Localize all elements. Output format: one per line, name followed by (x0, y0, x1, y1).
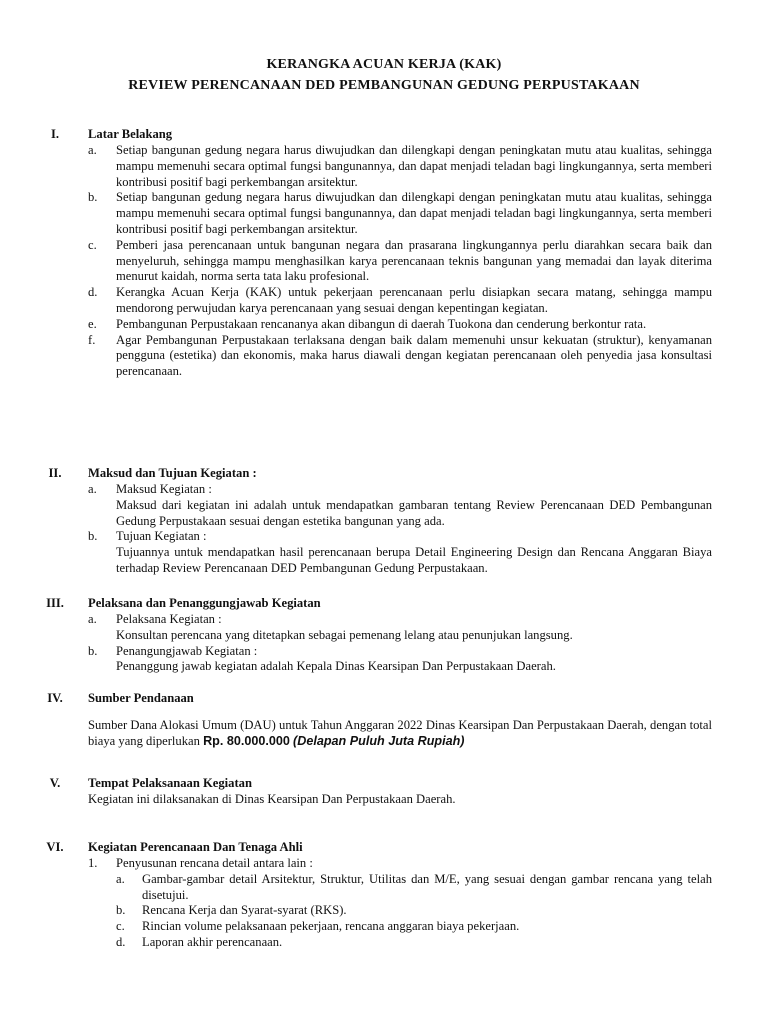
section-number: III. (46, 596, 64, 610)
list-label: e. (88, 316, 97, 331)
list-text: Rincian volume pelaksanaan pekerjaan, rencana anggaran biaya pekerjaan. (142, 919, 520, 934)
sub-list-item (32, 903, 712, 919)
list-label: b. (88, 529, 98, 544)
list-heading: Penangungjawab Kegiatan : (116, 643, 258, 658)
section-kegiatan-perencanaan (32, 840, 712, 951)
list-heading: Maksud Kegiatan : (116, 482, 212, 496)
list-item-body (32, 659, 712, 675)
section-pelaksana (32, 596, 712, 675)
section-number: II. (48, 466, 62, 480)
section-number: V. (49, 776, 61, 790)
document-title: KERANGKA ACUAN KERJA (KAK) (266, 57, 502, 72)
funding-text: Sumber Dana Alokasi Umum (DAU) untuk Tahun Anggaran 2022 Dinas Kearsipan Dan Perpustakaan Daerah, dengan total biaya yang diperlukan (88, 718, 712, 748)
list-item (32, 856, 712, 872)
section-sumber-pendanaan (32, 691, 712, 750)
list-label: a. (88, 143, 97, 157)
list-item-body (32, 628, 712, 644)
section-title: Pelaksana dan Penanggungjawab Kegiatan (88, 596, 321, 610)
list-item-body (32, 498, 712, 530)
list-label: f. (88, 332, 96, 347)
list-text: Maksud dari kegiatan ini adalah untuk mendapatkan gambaran tentang Review Perencanaan DED Pembangunan Gedung Perpustakaan sesuai dengan estetika bangunan yang ada. (116, 497, 712, 528)
list-label: d. (116, 934, 126, 949)
list-item (32, 529, 712, 545)
section-latar-belakang (32, 127, 712, 380)
list-item (32, 190, 712, 237)
list-text: Penyusunan rencana detail antara lain : (116, 856, 313, 870)
list-item (32, 644, 712, 660)
list-text: Gambar-gambar detail Arsitektur, Struktur, Utilitas dan M/E, yang sesuai dengan gambar rencana yang telah disetujui. (142, 871, 712, 902)
list-label: 1. (88, 856, 98, 870)
sub-list-item (32, 872, 712, 904)
section-number: I. (50, 127, 60, 141)
list-text: Pembangunan Perpustakaan rencananya akan dibangun di daerah Tuokona dan cenderung berkontur rata. (116, 316, 647, 331)
list-item-body (32, 545, 712, 577)
list-label: b. (88, 643, 98, 658)
section-title: Tempat Pelaksanaan Kegiatan (88, 776, 252, 790)
funding-amount: Rp. 80.000.000 (203, 733, 290, 748)
list-text: Kerangka Acuan Kerja (KAK) untuk pekerjaan perencanaan perlu disiapkan secara matang, sehingga mampu mendorong perwujudan karya perencanaan yang sesuai dengan kepentingan kegiatan. (116, 285, 712, 315)
section-tempat (32, 776, 712, 808)
list-label: a. (88, 482, 97, 496)
document-subtitle: REVIEW PERENCANAAN DED PEMBANGUNAN GEDUNG PERPUSTAKAAN (128, 78, 640, 93)
list-label: c. (88, 237, 97, 252)
section-maksud-tujuan (32, 466, 712, 577)
sub-list-item (32, 919, 712, 935)
list-item (32, 333, 712, 380)
list-item (32, 143, 712, 190)
list-label: b. (116, 903, 126, 918)
section-number: VI. (46, 840, 64, 854)
list-text: Setiap bangunan gedung negara harus diwujudkan dan dilengkapi dengan peningkatan mutu atau kualitas, sehingga mampu memenuhi secara optimal fungsi bangunannya, dan dapat menjadi teladan bagi lingkungannya, serta memberi kontribusi positif bagi perkembangan arsitektur. (116, 143, 712, 189)
sub-list-item (32, 935, 712, 951)
section-title: Latar Belakang (88, 127, 173, 141)
funding-paragraph (32, 718, 712, 750)
list-item (32, 285, 712, 317)
list-text: Pemberi jasa perencanaan untuk bangunan negara dan prasarana lingkungannya perlu diarahkan secara baik dan menyeluruh, sehingga mampu menghasilkan karya perencanaan teknis bangunan yang memadai dan layak diterima menurut kaidah, norma serta tata laku profesional. (116, 237, 712, 284)
list-item (32, 612, 712, 628)
list-text: Rencana Kerja dan Syarat-syarat (RKS). (142, 903, 347, 918)
list-item (32, 238, 712, 285)
list-text: Konsultan perencana yang ditetapkan sebagai pemenang lelang atau penunjukan langsung. (116, 627, 573, 642)
list-text: Setiap bangunan gedung negara harus diwujudkan dan dilengkapi dengan peningkatan mutu atau kualitas, sehingga mampu memenuhi secara optimal fungsi bangunannya, dan dapat menjadi teladan bagi lingkungannya, serta memberi kontribusi positif bagi perkembangan arsitektur. (116, 190, 712, 236)
list-text: Penanggung jawab kegiatan adalah Kepala Dinas Kearsipan Dan Perpustakaan Daerah. (116, 659, 556, 674)
section-title: Sumber Pendanaan (88, 691, 194, 705)
list-label: b. (88, 190, 98, 205)
list-text: Tujuannya untuk mendapatkan hasil perencanaan berupa Detail Engineering Design dan Rencana Anggaran Biaya terhadap Review Perencanaan DED Pembangunan Gedung Perpustakaan. (116, 545, 712, 575)
location-text: Kegiatan ini dilaksanakan di Dinas Kearsipan Dan Perpustakaan Daerah. (88, 792, 456, 806)
list-label: a. (88, 612, 97, 626)
list-item (32, 482, 712, 498)
list-text: Agar Pembangunan Perpustakaan terlaksana dengan baik dalam memenuhi unsur kekuatan (struktur), kenyamanan pengguna (estetika) dan ekonomis, maka harus diawali dengan kegiatan perencanaan oleh penyedia jasa konsultasi perencanaan. (116, 332, 712, 379)
funding-amount-words: (Delapan Puluh Juta Rupiah) (293, 733, 465, 748)
list-heading: Pelaksana Kegiatan : (116, 612, 222, 626)
section-title: Maksud dan Tujuan Kegiatan : (88, 466, 257, 480)
section-number: IV. (47, 691, 63, 705)
section-title: Kegiatan Perencanaan Dan Tenaga Ahli (88, 840, 303, 854)
list-heading: Tujuan Kegiatan : (116, 529, 207, 544)
list-label: a. (116, 871, 125, 886)
list-item (32, 317, 712, 333)
list-label: c. (116, 919, 125, 934)
list-label: d. (88, 285, 98, 300)
list-text: Laporan akhir perencanaan. (142, 934, 283, 949)
